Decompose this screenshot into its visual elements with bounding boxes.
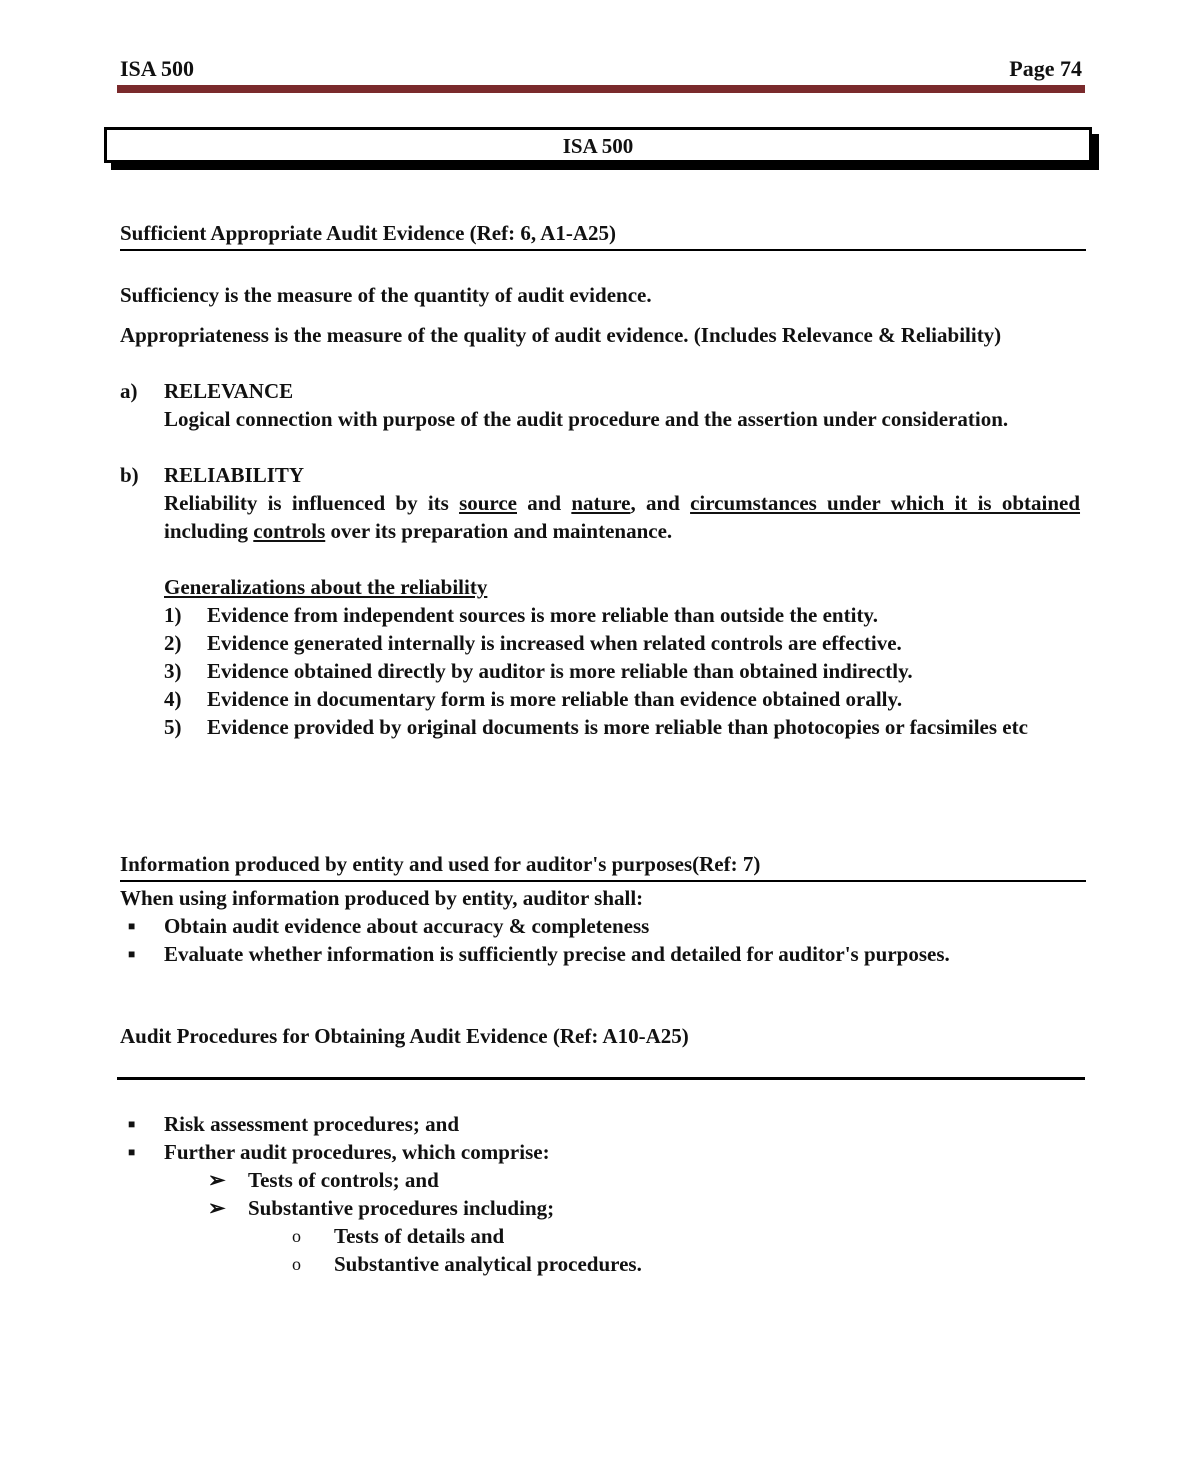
- list-item: o Substantive analytical procedures.: [292, 1252, 642, 1276]
- reliability-label: b): [120, 463, 139, 487]
- list-item: 2) Evidence generated internally is increased when related controls are effective.: [164, 631, 902, 655]
- section-heading-sufficient-evidence: Sufficient Appropriate Audit Evidence (Ref: 6, A1-A25): [120, 220, 1086, 251]
- section2-intro: When using information produced by entity, auditor shall:: [120, 886, 644, 910]
- list-item: ➢ Substantive procedures including;: [208, 1196, 555, 1220]
- header-page-number: Page 74: [1009, 56, 1082, 81]
- header-rule: [117, 85, 1085, 93]
- generalizations-list: [164, 601, 1080, 741]
- reliability-title: RELIABILITY: [164, 463, 305, 487]
- reliability-item: [120, 461, 1080, 741]
- reliability-text: Reliability is influenced by its source and nature, and circumstances under which it is obtained including controls over its preparation and maintenance.: [164, 491, 1081, 543]
- section1-body: [120, 281, 1080, 741]
- list-item: 1) Evidence from independent sources is more reliable than outside the entity.: [164, 603, 879, 627]
- section3-body: [120, 1110, 1080, 1278]
- section-heading-audit-procedures: Audit Procedures for Obtaining Audit Evidence (Ref: A10-A25): [120, 1024, 689, 1048]
- list-item: o Tests of details and: [292, 1224, 505, 1248]
- header-left: ISA 500: [120, 56, 194, 81]
- list-item: 3) Evidence obtained directly by auditor is more reliable than obtained indirectly.: [164, 659, 913, 683]
- sufficiency-definition: Sufficiency is the measure of the quantity of audit evidence.: [120, 283, 652, 307]
- list-item: ➢ Tests of controls; and: [208, 1168, 439, 1192]
- appropriateness-definition: Appropriateness is the measure of the quality of audit evidence. (Includes Relevance & Reliability): [120, 323, 1002, 347]
- list-item: ■ Further audit procedures, which comprise:: [128, 1140, 550, 1164]
- list-item: 4) Evidence in documentary form is more reliable than evidence obtained orally.: [164, 687, 903, 711]
- list-item: ■ Evaluate whether information is sufficiently precise and detailed for auditor's purposes.: [128, 942, 950, 966]
- relevance-text: Logical connection with purpose of the audit procedure and the assertion under consideration.: [164, 407, 1009, 431]
- list-item: ■ Risk assessment procedures; and: [128, 1112, 460, 1136]
- circle-bullet-icon: o: [292, 1254, 301, 1274]
- section-heading-information-produced: Information produced by entity and used for auditor's purposes(Ref: 7): [120, 851, 1086, 882]
- generalizations-heading: Generalizations about the reliability: [164, 575, 488, 599]
- arrow-bullet-icon: ➢: [208, 1196, 226, 1220]
- list-item: ■ Obtain audit evidence about accuracy & completeness: [128, 914, 650, 938]
- title-box: ISA 500: [104, 127, 1092, 163]
- section2-body: [120, 884, 1080, 968]
- arrow-bullet-icon: ➢: [208, 1168, 226, 1192]
- relevance-item: [120, 377, 1080, 433]
- relevance-label: a): [120, 379, 138, 403]
- list-item: 5) Evidence provided by original documents is more reliable than photocopies or facsimiles etc: [164, 715, 1028, 739]
- relevance-title: RELEVANCE: [164, 379, 294, 403]
- section3-rule: [117, 1077, 1085, 1080]
- circle-bullet-icon: o: [292, 1226, 301, 1246]
